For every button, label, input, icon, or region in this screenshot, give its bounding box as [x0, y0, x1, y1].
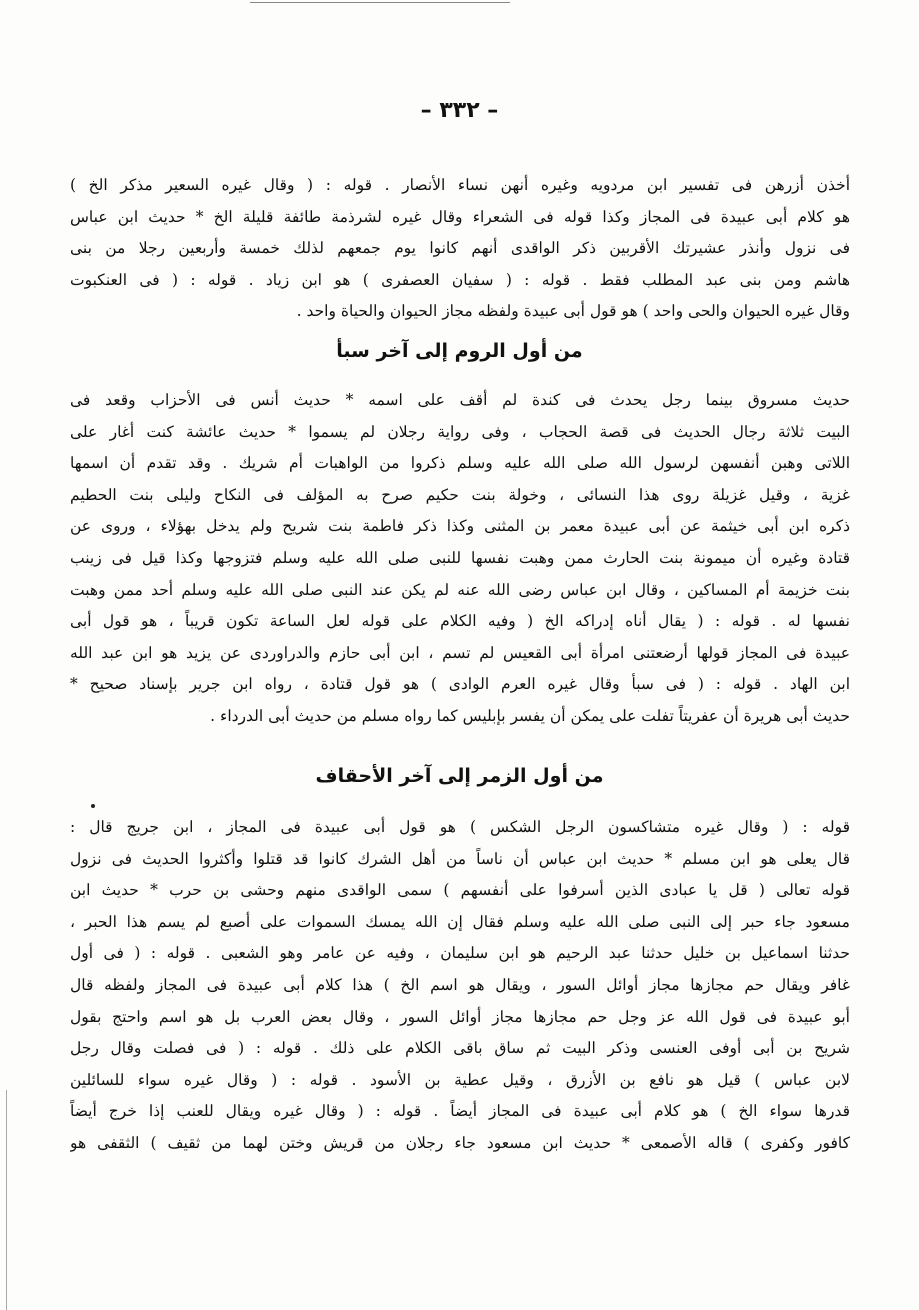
ink-dot [91, 804, 95, 808]
text-line: ذكره ابن أبى خيثمة عن أبى عبيدة معمر بن المثنى وكذا ذكر فاطمة بنت شريح ولم يدخل بهؤلاء ، وروى عن [70, 517, 850, 536]
section-heading-1: من أول الروم إلى آخر سبأ [336, 340, 583, 362]
text-line: قوله : ( وقال غيره متشاكسون الرجل الشكس ) هو قول أبى عبيدة فى المجاز ، ابن جريج قال : [70, 818, 850, 836]
text-line: هاشم ومن بنى عبد المطلب فقط . قوله : ( سفيان العصفرى ) هو ابن زياد . قوله : ( فى العنكبوت [70, 270, 850, 289]
text-line: حدثنا اسماعيل بن خليل حدثنا عبد الرحيم هو ابن سليمان ، وفيه عن عامر وهو الشعبى . قوله : ( فى أول [70, 944, 850, 963]
text-line: قال يعلى هو ابن مسلم * حديث ابن عباس أن ناساً من أهل الشرك كانوا قد قتلوا وأكثروا الحديث فى نزول [70, 849, 850, 868]
text-line: قتادة وغيره أن ميمونة بنت الحارث ممن وهبت نفسها للنبى صلى الله عليه وسلم فتزوجها وكذا قيل فى زينب [70, 548, 850, 567]
text-line: كافور وكفرى ) قاله الأصمعى * حديث ابن مسعود جاء رجلان من قريش وختن لهما من ثقيف ) الثقفى هو [70, 1133, 850, 1152]
text-line: البيت ثلاثة رجال الحديث فى قصة الحجاب ، وفى رواية رجلان لم يسموا * حديث عائشة كنت أغار على [70, 422, 850, 441]
text-line: قوله تعالى ( قل يا عبادى الذين أسرفوا على أنفسهم ) سمى الواقدى منهم وحشى بن حرب * حديث ابن [70, 881, 850, 900]
text-line: شريح بن أبى أوفى العنسى وذكر البيت ثم ساق باقى الكلام على ذلك . قوله : ( فى فصلت وقال رجل [70, 1039, 850, 1058]
text-line: حديث أبى هريرة أن عفريتاً تفلت على يمكن أن يفسر بإبليس كما رواه مسلم من حديث أبى الدرداء . [210, 706, 850, 725]
text-line: نفسها له . قوله : ( يقال أناه إدراكه الخ ( وفيه الكلام على قوله لعل الساعة تكون قريباً ، هو قول أبى [70, 612, 850, 631]
text-line: عبيدة فى المجاز قولها أرضعتنى امرأة أبى القعيس لم تسم ، ابن أبى حازم والدراوردى عن يزيد هو ابن عبد الله [70, 643, 850, 662]
text-line: أبو عبيدة فى قول الله عز وجل حم مجازها مجاز أوائل السور ، وقال بعض العرب بل هو اسم واحتج بقول [70, 1007, 850, 1026]
text-line: بنت خزيمة أم المساكين ، وقال ابن عباس رضى الله عنه لم يكن عند النبى صلى الله عليه وسلم أحد ممن وهبت [70, 580, 850, 599]
text-line: قدرها سواء الخ ) هو كلام أبى عبيدة فى المجاز أيضاً . قوله : ( وقال غيره ويقال للعنب إذا خرج أيضاً [70, 1102, 850, 1121]
paragraph-3 [70, 812, 850, 1160]
text-line: وقال غيره الحيوان والحى واحد ) هو قول أبى عبيدة ولفظه مجاز الحيوان والحياة واحد . [296, 302, 850, 321]
text-line: غافر ويقال حم مجازها مجاز أوائل السور ، ويقال هو اسم الخ ) هذا كلام أبى عبيدة فى المجاز ولفظه قال [70, 975, 850, 994]
text-line: حديث مسروق بينما رجل يحدث فى كندة لم أقف على اسمه * حديث أنس فى الأحزاب وقعد فى [70, 391, 850, 409]
section-heading-2: من أول الزمر إلى آخر الأحقاف [315, 765, 604, 787]
paragraph-2 [70, 385, 850, 733]
text-line: فى نزول وأنذر عشيرتك الأقربين ذكر الواقدى أنهم كانوا يوم جمعهم لذلك خمسة وأربعين رجلا من بنى [70, 239, 850, 258]
text-line: أخذن أزرهن فى تفسير ابن مردويه وغيره أنهن نساء الأنصار . قوله : ( وقال غيره السعير مذكر الخ ) [70, 176, 850, 194]
text-line: هو كلام أبى عبيدة فى المجاز وكذا قوله فى الشعراء وقال غيره لشرذمة طائفة قليلة الخ * حديث ابن عباس [70, 207, 850, 226]
text-line: غزية ، وقيل غزيلة روى هذا النسائى ، وخولة بنت حكيم صرح به المؤلف فى النكاح وليلى بنت الحطيم [70, 485, 850, 504]
top-edge-rule [250, 2, 510, 3]
page-number: – ٣٣٢ – [420, 98, 499, 123]
paragraph-1 [70, 170, 850, 328]
page-edge-line [6, 1090, 7, 1310]
text-line: مسعود جاء حبر إلى النبى صلى الله عليه وسلم فقال إن الله يمسك السموات على أصبع لم يسم هذا الحبر ، [70, 912, 850, 931]
text-line: ابن الهاد . قوله : ( فى سبأ وقال غيره العرم الوادى ) هو قول قتادة ، رواه ابن جرير بإسناد صحيح * [70, 675, 850, 694]
text-line: لابن عباس ) قيل هو نافع بن الأزرق ، وقيل عطية بن الأسود . قوله : ( وقال غيره سواء للسائلين [70, 1070, 850, 1089]
text-line: اللاتى وهبن أنفسهن لرسول الله صلى الله عليه وسلم ذكروا من الواهبات أم شريك . وقد تقدم أن اسمها [70, 454, 850, 473]
